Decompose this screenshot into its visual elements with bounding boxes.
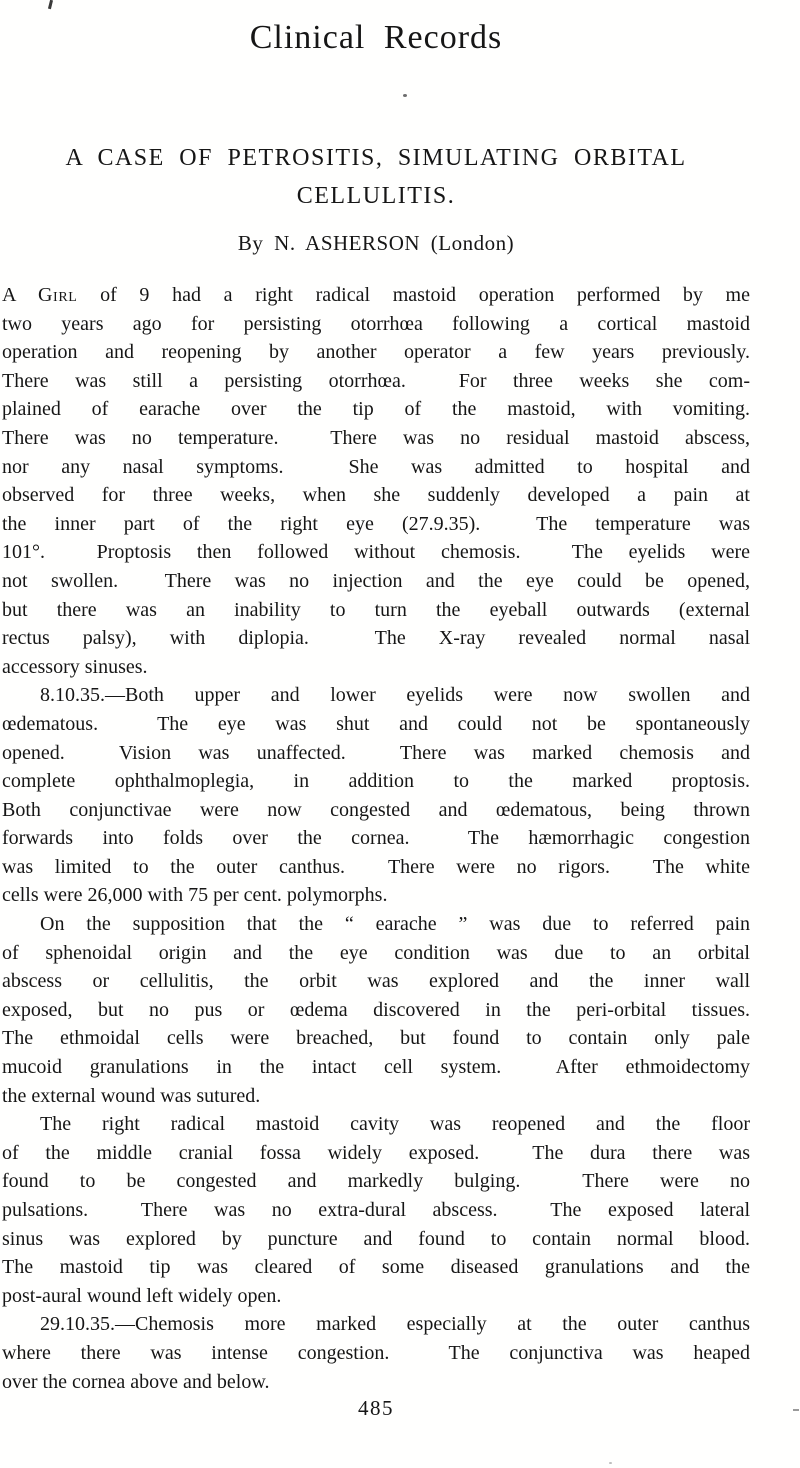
text-line: observed for three weeks, when she suddenly developed a pain at <box>2 484 750 507</box>
text-line: 29.10.35.—Chemosis more marked especially at the outer canthus <box>40 1313 750 1336</box>
article-title <box>0 139 752 215</box>
text-line: forwards into folds over the cornea. The hæmorrhagic congestion <box>2 827 750 850</box>
scan-artifact-speck <box>609 1462 612 1464</box>
text-line: but there was an inability to turn the eyeball outwards (external <box>2 598 750 621</box>
text-line: 101°. Proptosis then followed without chemosis. The eyelids were <box>2 541 750 564</box>
section-title: Clinical Records <box>249 19 503 56</box>
text-line: two years ago for persisting otorrhœa following a cortical mastoid <box>2 312 750 335</box>
text-line: accessory sinuses. <box>2 655 148 678</box>
text-line: 8.10.35.—Both upper and lower eyelids were now swollen and <box>40 684 750 707</box>
text-line: not swollen. There was no injection and the eye could be opened, <box>2 569 750 592</box>
text-line: There was no temperature. There was no residual mastoid abscess, <box>2 426 750 449</box>
article-title-line-2: CELLULITIS. <box>296 183 456 209</box>
scan-artifact-dot <box>403 94 407 97</box>
text-line: sinus was explored by puncture and found to contain normal blood. <box>2 1227 750 1250</box>
text-line: Both conjunctivae were now congested and œdematous, being thrown <box>2 798 750 821</box>
text-line: The ethmoidal cells were breached, but found to contain only pale <box>2 1027 750 1050</box>
page-number: 485 <box>358 1396 394 1420</box>
text-line: of the middle cranial fossa widely exposed. The dura there was <box>2 1141 750 1164</box>
text-line: was limited to the outer canthus. There were no rigors. The white <box>2 855 750 878</box>
text-line: mucoid granulations in the intact cell system. After ethmoidectomy <box>2 1056 750 1079</box>
text-line: The mastoid tip was cleared of some diseased granulations and the <box>2 1256 750 1279</box>
text-line: the external wound was sutured. <box>2 1084 261 1107</box>
text-line: found to be congested and markedly bulging. There were no <box>2 1170 750 1193</box>
byline: By N. ASHERSON (London) <box>237 231 515 255</box>
text-line: plained of earache over the tip of the mastoid, with vomiting. <box>2 398 750 421</box>
text-line: rectus palsy), with diplopia. The X-ray revealed normal nasal <box>2 627 750 650</box>
text-line: nor any nasal symptoms. She was admitted to hospital and <box>2 455 750 478</box>
article-title-line-1: A CASE OF PETROSITIS, SIMULATING ORBITAL <box>65 145 687 171</box>
text-line: operation and reopening by another operator a few years previously. <box>2 341 750 364</box>
text-line: post-aural wound left widely open. <box>2 1284 282 1307</box>
text-line: opened. Vision was unaffected. There was marked chemosis and <box>2 741 750 764</box>
article-body <box>2 281 750 1396</box>
text-line: The right radical mastoid cavity was reopened and the floor <box>40 1113 750 1136</box>
text-line: exposed, but no pus or œdema discovered in the peri-orbital tissues. <box>2 998 750 1021</box>
scan-artifact-dash <box>793 1409 799 1411</box>
text-line: œdematous. The eye was shut and could not be spontaneously <box>2 712 750 735</box>
text-line: over the cornea above and below. <box>2 1370 270 1393</box>
text-line: abscess or cellulitis, the orbit was explored and the inner wall <box>2 970 750 993</box>
text-line: of sphenoidal origin and the eye condition was due to an orbital <box>2 941 750 964</box>
text-fragment: of 9 had a right radical mastoid operation performed by me <box>77 284 750 306</box>
text-line: There was still a persisting otorrhœa. For three weeks she com- <box>2 369 750 392</box>
text-line <box>2 281 750 310</box>
text-line: where there was intense congestion. The conjunctiva was heaped <box>2 1341 750 1364</box>
text-line: pulsations. There was no extra-dural abscess. The exposed lateral <box>2 1199 750 1221</box>
smallcaps-text: Girl <box>38 284 78 306</box>
text-line: On the supposition that the “ earache ” was due to referred pain <box>40 913 750 936</box>
text-line: complete ophthalmoplegia, in addition to the marked proptosis. <box>2 770 750 793</box>
text-fragment: A <box>2 284 39 306</box>
scan-artifact-tick <box>48 0 53 9</box>
text-line: cells were 26,000 with 75 per cent. polymorphs. <box>2 884 388 907</box>
text-line: the inner part of the right eye (27.9.35). The temperature was <box>2 512 750 535</box>
